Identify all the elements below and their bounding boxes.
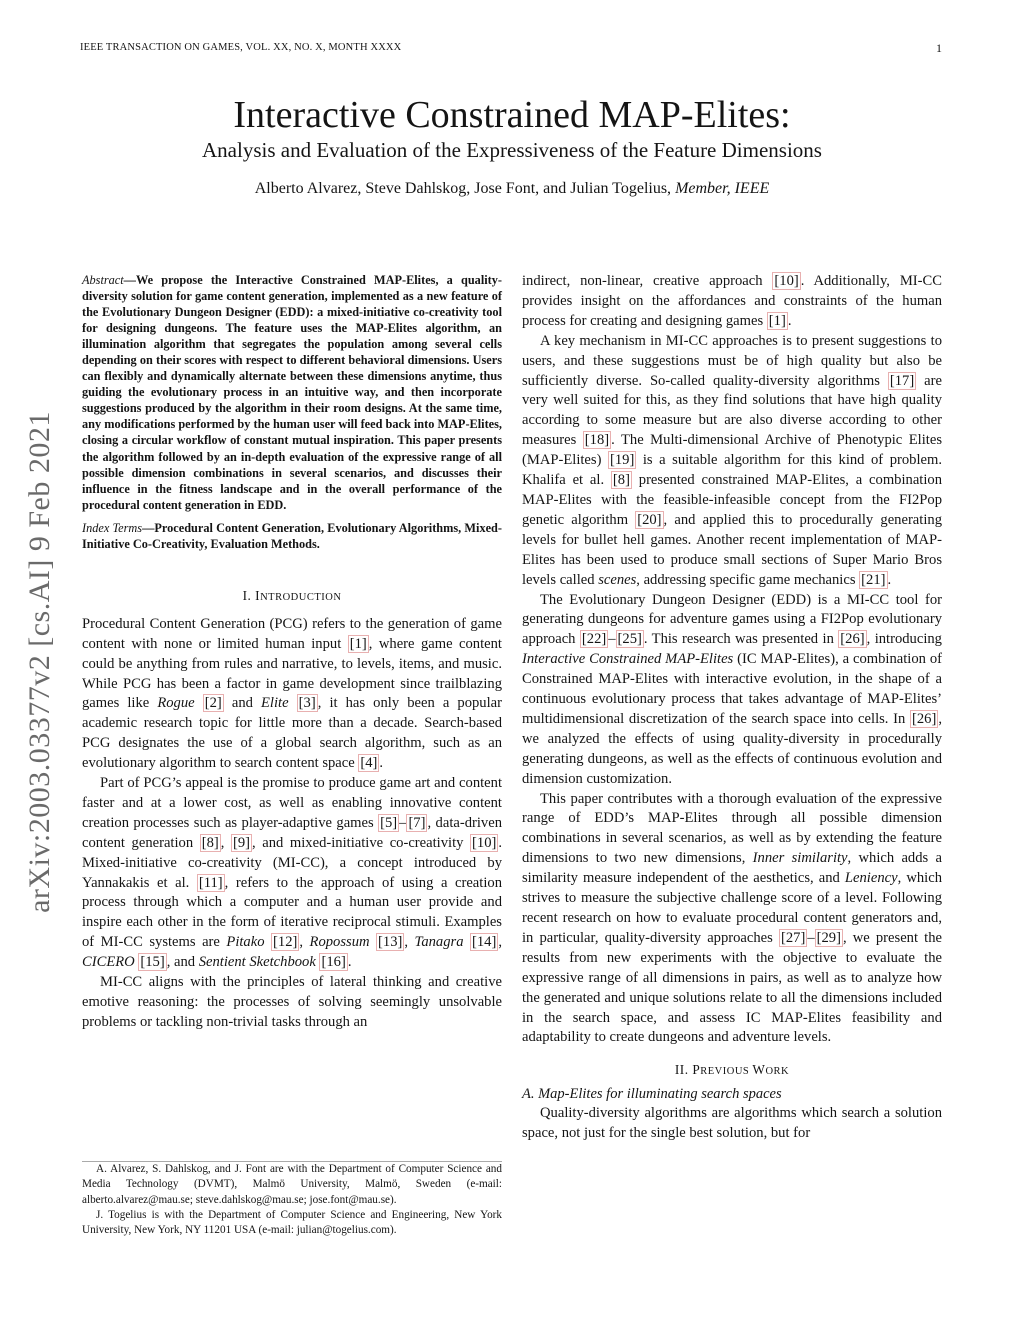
text-run: ,: [404, 934, 415, 951]
abstract-text: —We propose the Interactive Constrained MAP-Elites, a quality-diversity solution for game content generation, implemented as a new feature of the Evolutionary Dungeon Designer (EDD): a mixed-initiative co-creativity tool for designing dungeons. The feature uses the MAP-Elites algorithm, an illumination algorithm that segregates the population among several cells depending on their scores with respect to different behavioral dimensions. Users can flexibly and dynamically alternate between these dimensions anytime, thus guiding the evolutionary process in an intuitive way, and then incorporate suggestions produced by the algorithm in their room designs. At the same time, any modifications performed by the human user will feed back into MAP-Elites, closing a circular workflow of constant mutual inspiration. This paper presents the algorithm followed by an in-depth evaluation of the expressive range of all possible dimension combinations in several scenarios, and discusses their influence in the fitness landscape and in the overall performance of the procedural content generation in EDD.: [82, 273, 502, 512]
paragraph: [82, 774, 502, 973]
text-run: . The Multi-dimensional Archive of Phenotypic Elites (MAP-Elites): [522, 432, 942, 469]
text-run: , and: [166, 954, 199, 971]
paragraph: [522, 591, 942, 790]
index-terms: [82, 520, 502, 552]
left-column: [82, 272, 502, 1033]
citation-link[interactable]: [1]: [349, 635, 367, 652]
citation-link[interactable]: [15]: [140, 954, 165, 971]
text-run: and: [223, 695, 262, 712]
text-run: .: [887, 571, 892, 588]
citation-link[interactable]: [9]: [232, 834, 251, 851]
paragraph: [82, 973, 502, 1033]
citation-link[interactable]: [10]: [472, 834, 497, 851]
text-run: are very well suited for this, as they find solutions that have high quality according to some measure but are also diverse according to other measures: [522, 372, 942, 449]
paper-subtitle: Analysis and Evaluation of the Expressiveness of the Feature Dimensions: [202, 138, 822, 162]
section-number: I.: [242, 587, 256, 603]
text-run: –: [399, 814, 407, 831]
citation-link[interactable]: [21]: [861, 571, 886, 588]
page-number: 1: [936, 41, 942, 55]
running-header: IEEE TRANSACTION ON GAMES, VOL. XX, NO. X, MONTH XXXX: [80, 42, 402, 53]
text-run: ,: [299, 934, 310, 951]
text-run: [289, 695, 297, 711]
text-run: , refers to the approach of using a creation process through which a computer and a human user provide and inspire each other in the form of iterative reciprocal stimuli. Examples of MI-CC systems are: [82, 874, 502, 951]
citation-link[interactable]: [14]: [472, 934, 497, 951]
text-run: , which strives to measure the subjective challenge score of a level. Following recent research on how to evaluate procedural content generators and, in particular, quality-diversity approaches: [522, 870, 942, 946]
emphasis-text: Pitako: [226, 934, 265, 951]
author-membership: Member, IEEE: [675, 180, 770, 197]
citation-link[interactable]: [2]: [204, 695, 222, 712]
text-run: –: [608, 631, 616, 648]
paragraph: [522, 790, 942, 1049]
text-run: .: [347, 954, 352, 971]
citation-link[interactable]: [7]: [408, 814, 426, 831]
citation-link[interactable]: [25]: [617, 631, 642, 648]
citation-link[interactable]: [8]: [201, 834, 219, 851]
text-run: , addressing specific game mechanics: [636, 571, 860, 588]
section-title-rest: REVIOUS: [700, 1066, 753, 1078]
author-line: [0, 178, 1024, 200]
text-run: presented constrained MAP-Elites, a combination MAP-Elites with the feasible-infeasible concept from the FI2Pop genetic algorithm: [522, 472, 943, 528]
text-run: , which adds a similarity measure independent of the aesthetics, and: [522, 850, 942, 887]
paragraph: [522, 272, 942, 332]
text-run: , it has only been a popular academic research topic for little more than a decade. Search-based PCG designates the use of a global search algorithm, such as an evolutionary algorithm to search content space: [82, 695, 502, 772]
arxiv-stamp: arXiv:2003.03377v2 [cs.AI] 9 Feb 2021: [23, 411, 56, 913]
text-run: , we present the results from new experiments with the objective to evaluate the expressive range of all dimensions in pairs, as well as to analyze how the generated and unique solutions relate to all the dimensions included in the search space, and assess IC MAP-Elites feasibility and adaptability to create dungeons and adventure levels.: [522, 929, 942, 1046]
text-run: indirect, non-linear, creative approach: [522, 273, 773, 289]
text-run: (IC MAP-Elites), a combination of Constrained MAP-Elites with interactive evolution, in the shape of a continuous evolutionary process that takes advantage of MAP-Elites’ multidimensional discretization of the search space into cells. In: [522, 651, 942, 727]
emphasis-text: Rogue: [157, 695, 195, 712]
text-run: , data-driven content generation: [82, 814, 502, 851]
section-title-rest: NTRODUCTION: [260, 591, 342, 603]
emphasis-text: Interactive Constrained MAP-Elites: [522, 651, 734, 668]
citation-link[interactable]: [1]: [768, 312, 786, 329]
footnote-affiliation-1: A. Alvarez, S. Dahlskog, and J. Font are with the Department of Computer Science and Media Technology (DVMT), Malmö University, Malmö, Sweden (e-mail: alberto.alvarez@mau.se; steve.dahlskog@mau.se; jose.font@mau.se).: [82, 1163, 502, 1206]
text-run: ,: [220, 834, 231, 851]
footnote-affiliation-2: J. Togelius is with the Department of Computer Science and Engineering, New York University, New York, NY 11201 USA (e-mail: julian@togelius.com).: [82, 1208, 502, 1237]
emphasis-text: Sentient Sketchbook: [198, 954, 316, 971]
abstract: [82, 272, 502, 513]
citation-link[interactable]: [3]: [298, 695, 316, 712]
text-run: MI-CC aligns with the principles of lateral thinking and creative emotive reasoning: the processes of solving seemingly unsolvable problems or tackling non-trivial tasks through an: [82, 974, 502, 1030]
text-run: , we analyzed the effects of using quality-diversity in procedurally generating dungeons, as well as the effects of continuous evolution and dimension customization.: [522, 710, 942, 787]
citation-link[interactable]: [22]: [581, 631, 607, 648]
text-run: Part of PCG’s appeal is the promise to produce game art and content faster and at a lower cost, as well as enabling innovative content creation processes such as player-adaptive games: [82, 775, 502, 831]
text-run: . Mixed-initiative co-creativity (MI-CC), a concept introduced by Yannakakis et al.: [82, 834, 503, 891]
citation-link[interactable]: [16]: [321, 954, 346, 971]
text-run: ,: [498, 934, 502, 951]
text-run: . Additionally, MI-CC provides insight on the affordances and constraints of the human process for creating and designing games: [522, 273, 942, 329]
emphasis-text: scenes: [598, 571, 637, 588]
section-heading-introduction: [82, 588, 502, 604]
citation-link[interactable]: [11]: [198, 874, 223, 891]
citation-link[interactable]: [8]: [612, 472, 630, 489]
emphasis-text: Elite: [261, 695, 289, 712]
citation-link[interactable]: [18]: [584, 432, 610, 449]
paragraph: [522, 1104, 942, 1144]
index-terms-label: Index Terms: [82, 520, 143, 535]
right-column: [522, 272, 942, 1144]
text-run: , and applied this to procedurally generating levels for bullet hell games. Another recent implementation of MAP-Elites has been used to produce small sections of Super Mario Bros levels called: [522, 511, 942, 588]
section-title-initial: I: [255, 587, 261, 603]
emphasis-text: Ropossum: [309, 934, 370, 951]
text-run: , and mixed-initiative co-creativity: [252, 834, 471, 851]
citation-link[interactable]: [26]: [912, 710, 937, 727]
emphasis-text: Inner similarity: [752, 850, 848, 867]
emphasis-text: Leniency: [844, 870, 898, 887]
citation-link[interactable]: [27]: [780, 929, 806, 946]
abstract-label: Abstract: [82, 273, 124, 287]
citation-link[interactable]: [29]: [816, 929, 841, 946]
index-terms-text: —Procedural Content Generation, Evolutionary Algorithms, Mixed-Initiative Co-Creativity, Evaluation Methods.: [82, 520, 502, 551]
emphasis-text: CICERO: [82, 954, 135, 971]
citation-link[interactable]: [10]: [774, 273, 799, 289]
text-run: –: [807, 929, 815, 946]
citation-link[interactable]: [17]: [889, 372, 915, 389]
text-run: .: [379, 755, 384, 772]
footnotes: [82, 1161, 502, 1238]
text-run: , where game content could be anything from rules and narrative, to levels, items, and music. While PCG has been a factor in game development since trailblazing games like: [82, 635, 502, 712]
citation-link[interactable]: [26]: [840, 631, 865, 648]
text-run: is a suitable algorithm for this kind of problem. Khalifa et al.: [522, 452, 942, 489]
text-run: This paper contributes with a thorough evaluation of the expressive range of EDD’s MAP-Elites through all possible dimension combinations in several scenarios, as well as by extending the feature dimensions to two new dimensions,: [522, 790, 942, 867]
section-heading-previous-work: [522, 1062, 942, 1078]
text-run: Quality-diversity algorithms are algorithms which search a solution space, not just for the single best solution, but for: [522, 1105, 942, 1142]
citation-link[interactable]: [19]: [609, 452, 635, 469]
authors: Alberto Alvarez, Steve Dahlskog, Jose Font, and Julian Togelius,: [254, 180, 672, 197]
text-run: . This research was presented in: [643, 631, 839, 648]
emphasis-text: Tanagra: [414, 934, 464, 951]
section-number: II.: [674, 1062, 693, 1078]
text-run: .: [787, 312, 792, 329]
citation-link[interactable]: [13]: [378, 934, 403, 951]
section-title-initial: P: [692, 1062, 701, 1078]
citation-link[interactable]: [5]: [380, 814, 398, 831]
paragraph: [522, 332, 942, 591]
paragraph: [82, 615, 502, 774]
text-run: A key mechanism in MI-CC approaches is to present suggestions to users, and these suggestions must be of high quality but also be sufficiently diverse. So-called quality-diversity algorithms: [522, 332, 942, 389]
section-title-initial: W: [752, 1062, 766, 1078]
text-run: The Evolutionary Dungeon Designer (EDD) is a MI-CC tool for generating dungeons for adventure games using a FI2Pop evolutionary approach: [522, 591, 942, 648]
section-title-rest: ORK: [765, 1066, 790, 1078]
text-run: Procedural Content Generation (PCG) refers to the generation of game content with none or limited human input: [82, 615, 502, 652]
text-run: , introducing: [866, 631, 942, 648]
citation-link[interactable]: [12]: [273, 934, 298, 951]
subsection-heading: A. Map-Elites for illuminating search spaces: [522, 1086, 782, 1103]
paper-title: Interactive Constrained MAP-Elites:: [233, 94, 791, 136]
text-run: [195, 695, 203, 711]
citation-link[interactable]: [4]: [360, 755, 378, 772]
citation-link[interactable]: [20]: [637, 511, 662, 528]
